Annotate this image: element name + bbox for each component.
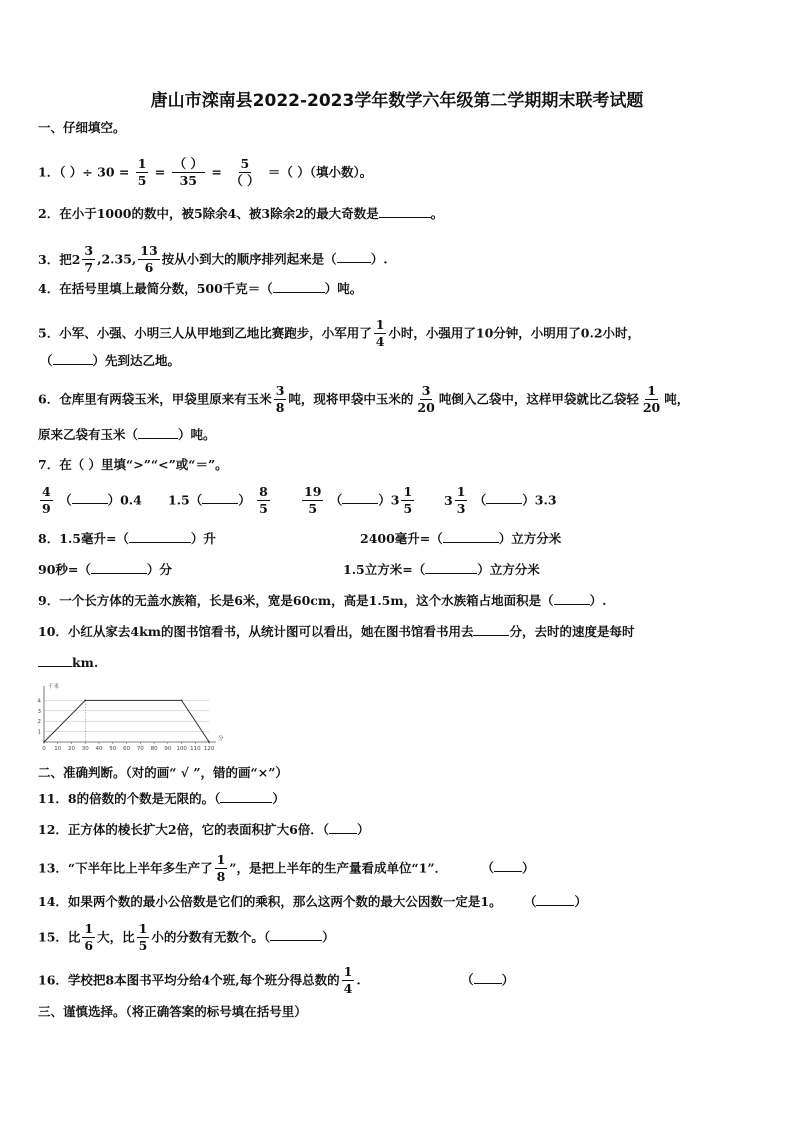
q16-fraction [342,965,355,997]
q8-d-right: ）立方分米 [477,562,540,577]
answer-blank[interactable] [379,217,431,218]
question-5-cont [40,355,180,368]
denominator: 4 [343,981,353,997]
q8-d-left: 1.5立方米=（ [343,562,426,577]
answer-blank[interactable] [329,833,357,834]
q8-b-left: 2400毫升=（ [360,531,443,546]
q7-c1-fraction [40,485,53,517]
q7-c1-close: ）0.4 [107,492,142,508]
q10-part-a: 10．小红从家去4km的图书馆看书，从统计图可以看出，她在图书馆看书用去 [38,624,474,639]
q7-c3-fraction-2 [401,485,414,517]
x-tick-label: 110 [190,746,201,752]
denominator: 5 [138,938,148,954]
q8-a-right: ）升 [190,531,216,546]
denominator: 8 [216,869,226,885]
q7-c4-mixed [444,485,469,517]
q2-end: 。 [430,206,444,221]
q15-part-c: 小的分数有无数个。（ [151,929,271,945]
question-2 [38,208,443,221]
data-point [43,741,45,743]
question-14 [38,896,587,909]
open-paren: （ [461,972,474,988]
numerator: 3 [420,384,433,400]
q4-text: 4．在括号里填上最简分数，500千克＝（ [38,281,273,296]
equals-sign: = [211,164,222,180]
q7-c4-close: ）3.3 [522,492,557,508]
x-tick-label: 20 [68,746,76,752]
section-heading-multiple-choice: 三、谨慎选择。（将正确答案的标号填在括号里） [38,1004,307,1019]
answer-blank[interactable] [342,503,378,504]
numerator: 1 [645,384,658,400]
denominator: 5 [403,501,413,517]
q5-part-d: ）先到达乙地。 [92,353,181,368]
q15-fraction-1 [82,922,95,954]
section-heading-fill-in: 一、仔细填空。 [38,120,126,135]
close-paren: ） [322,929,335,945]
q8-c-right: ）分 [146,562,172,577]
y-tick-label: 4 [37,698,41,705]
q14-text: 14．如果两个数的最小公倍数是它们的乘积，那么这两个数的最大公因数一定是1。 [38,894,502,909]
q8-b-right: ）立方分米 [498,531,562,546]
q1-number: 1． [38,164,60,180]
q6-part-d: 吨， [664,391,690,407]
numerator: 3 [274,384,287,400]
answer-blank[interactable] [220,802,272,803]
q9-text: 9．一个长方体的无盖水族箱，长是6米，宽是60cm，高是1.5m，这个水族箱占地面积是（ [38,593,554,608]
denominator: 5 [259,501,268,517]
q1-fraction-1 [136,157,149,189]
question-9 [38,595,606,608]
question-16 [38,965,514,997]
q3-part-c: 按从小到大的顺序排列起来是（ [161,251,337,267]
denominator: （ ） [230,173,260,189]
question-15 [38,922,335,954]
q7-c3-close: ）3 [378,492,400,508]
q7-c2-fraction [257,485,270,517]
question-5 [38,318,640,350]
q6-fraction-3 [641,384,662,416]
open-paren: （ [473,492,487,508]
open-paren: （ [329,492,343,508]
open-paren: （ [481,860,494,876]
q3-part-b: ,2.35, [97,251,137,267]
q16-part-a: 16．学校把8本图书平均分给4个班,每个班分得总数的 [38,972,340,988]
y-tick-label: 1 [37,729,41,736]
close-paren: ） [501,972,515,988]
denominator: 9 [42,501,51,517]
question-7-compare-4 [444,485,557,517]
question-3 [38,244,388,276]
q12-end: ） [357,822,370,837]
q10-part-c: km. [72,655,99,670]
q7-c2-left: 1.5（ [168,492,203,508]
numerator: 3 [82,244,95,260]
q1-fraction-2 [172,157,205,189]
q13-part-b: ”，是把上半年的生产量看成单位“1”． [229,860,448,876]
answer-blank[interactable] [91,573,147,574]
numerator: 1 [401,485,414,501]
close-paren: ） [574,894,587,909]
y-tick-label: 2 [37,719,41,726]
answer-blank[interactable] [53,364,93,365]
denominator: 35 [179,173,197,189]
q15-part-b: 大，比 [97,929,135,945]
q16-part-b: . [356,972,361,988]
q4-end: ）吨。 [324,281,363,296]
numerator: 4 [40,485,53,501]
question-6 [38,384,689,416]
x-tick-label: 120 [203,746,215,752]
distance-time-chart [32,684,222,754]
answer-blank[interactable] [536,905,574,906]
question-7: 7．在（ ）里填“>”“<”或“＝”。 [38,457,228,472]
equals-sign: = [154,164,166,180]
question-10 [38,626,635,639]
q5-part-c: （ [40,353,53,368]
denominator: 5 [137,173,147,189]
q5-part-b: 小时，小强用了10分钟，小明用了0.2小时， [388,325,641,341]
q11-end: ） [272,791,285,806]
q15-fraction-2 [137,922,150,954]
q5-fraction [374,318,387,350]
denominator: 5 [308,501,318,517]
numerator: 1 [82,922,95,938]
data-point [208,741,210,743]
answer-blank[interactable] [486,503,522,504]
numerator: 19 [302,485,323,501]
question-7-compare-1 [38,485,142,517]
numerator: 1 [342,965,355,981]
y-tick-label: 3 [37,708,41,715]
q2-text: 2．在小于1000的数中，被5除余4、被3除余2的最大奇数是 [38,206,379,221]
answer-blank[interactable] [425,573,477,574]
q13-part-a: 13．“下半年比上半年多生产了 [38,860,213,876]
data-point [84,700,86,702]
data-point [181,700,183,702]
numerator: 1 [215,853,228,869]
question-7-compare-2 [168,485,272,517]
answer-blank[interactable] [138,438,178,439]
answer-blank[interactable] [443,542,499,543]
denominator: 7 [84,260,94,276]
numerator: 1 [374,318,387,334]
denominator: 20 [642,400,661,416]
q3-fraction-2 [138,244,159,276]
x-tick-label: 100 [176,746,187,752]
numerator: 8 [257,485,270,501]
x-tick-label: 90 [164,746,172,752]
q6-part-a: 6．仓库里有两袋玉米，甲袋里原来有玉米 [38,391,272,407]
question-13 [38,853,534,885]
q3-part-d: ）. [370,251,388,267]
numerator: 1 [455,485,468,501]
question-11 [38,793,285,806]
open-paren: （ [523,894,537,909]
x-tick-label: 10 [54,746,62,752]
denominator: 6 [144,260,154,276]
answer-blank[interactable] [202,503,238,504]
answer-blank[interactable] [270,940,322,941]
question-8-c [38,564,172,577]
x-tick-label: 30 [81,746,89,752]
answer-blank[interactable] [38,666,72,667]
x-tick-label: 50 [109,746,117,752]
denominator: 20 [417,400,435,416]
q7-c3-fraction [302,485,323,517]
answer-blank[interactable] [554,604,590,605]
q12-text: 12．正方体的棱长扩大2倍，它的表面积扩大6倍．（ [38,822,330,837]
q6-part-f: ）吨。 [178,427,216,442]
numerator: （ ） [172,157,205,173]
x-tick-label: 40 [95,746,103,752]
numerator: 1 [137,922,150,938]
numerator: 5 [239,157,252,173]
whole-part: 3 [444,492,453,508]
q10-part-b: 分，去时的速度是每时 [509,624,635,639]
question-8-d [343,564,540,577]
denominator: 4 [375,334,385,350]
question-8-b [360,533,561,546]
y-axis-label: 千米 [48,684,60,690]
close-paren: ） [521,860,535,876]
q8-a-left: 8．1.5毫升=（ [38,531,129,546]
q7-c4-fraction [455,485,468,517]
answer-blank[interactable] [273,292,325,293]
q6-part-c: 吨倒入乙袋中，这样甲袋就比乙袋轻 [438,391,639,407]
q1-part-b: ＝（ ）（填小数）。 [267,164,373,180]
answer-blank[interactable] [474,983,502,984]
answer-blank[interactable] [72,503,108,504]
close-paren: ） [238,492,251,508]
q13-fraction [215,853,228,885]
q6-part-e: 原来乙袋有玉米（ [38,427,139,442]
x-tick-label: 80 [150,746,158,752]
q3-mixed-number [38,244,97,276]
open-paren: （ [59,492,72,508]
answer-blank[interactable] [494,871,522,872]
q5-part-a: 5．小军、小强、小明三人从甲地到乙地比赛跑步，小军用了 [38,325,372,341]
question-4 [38,283,362,296]
numerator: 13 [138,244,159,260]
denominator: 8 [275,400,285,416]
q3-fraction-1 [82,244,95,276]
q11-text: 11．8的倍数的个数是无限的。（ [38,791,221,806]
q6-part-b: 吨，现将甲袋中玉米的 [288,391,414,407]
q15-part-a: 15．比 [38,929,81,945]
q8-c-left: 90秒=（ [38,562,91,577]
question-6-cont [38,429,216,442]
question-7-compare-3 [300,485,416,517]
denominator: 6 [84,938,94,954]
question-12 [38,824,370,837]
x-axis-label: 分 [218,736,224,742]
denominator: 3 [456,501,466,517]
q9-end: ）. [589,593,607,608]
q1-part-a: （ ）÷ 30 = [59,164,130,180]
q6-fraction-1 [274,384,287,416]
question-8-a [38,533,216,546]
numerator: 1 [136,157,149,173]
x-tick-label: 60 [123,746,131,752]
answer-blank[interactable] [337,262,371,263]
page-title: 唐山市滦南县2022-2023学年数学六年级第二学期期末联考试题 [150,91,644,111]
section-heading-true-false: 二、准确判断。（对的画“ √ ”，错的画“×”） [38,765,288,780]
q6-fraction-2 [415,384,436,416]
answer-blank[interactable] [473,635,509,636]
x-tick-label: 70 [136,746,144,752]
answer-blank[interactable] [129,542,191,543]
x-tick-label: 0 [42,746,46,752]
q1-fraction-3 [228,157,261,189]
question-1 [38,157,372,189]
question-10-cont [38,657,98,670]
q3-part-a: 3．把2 [38,251,81,267]
